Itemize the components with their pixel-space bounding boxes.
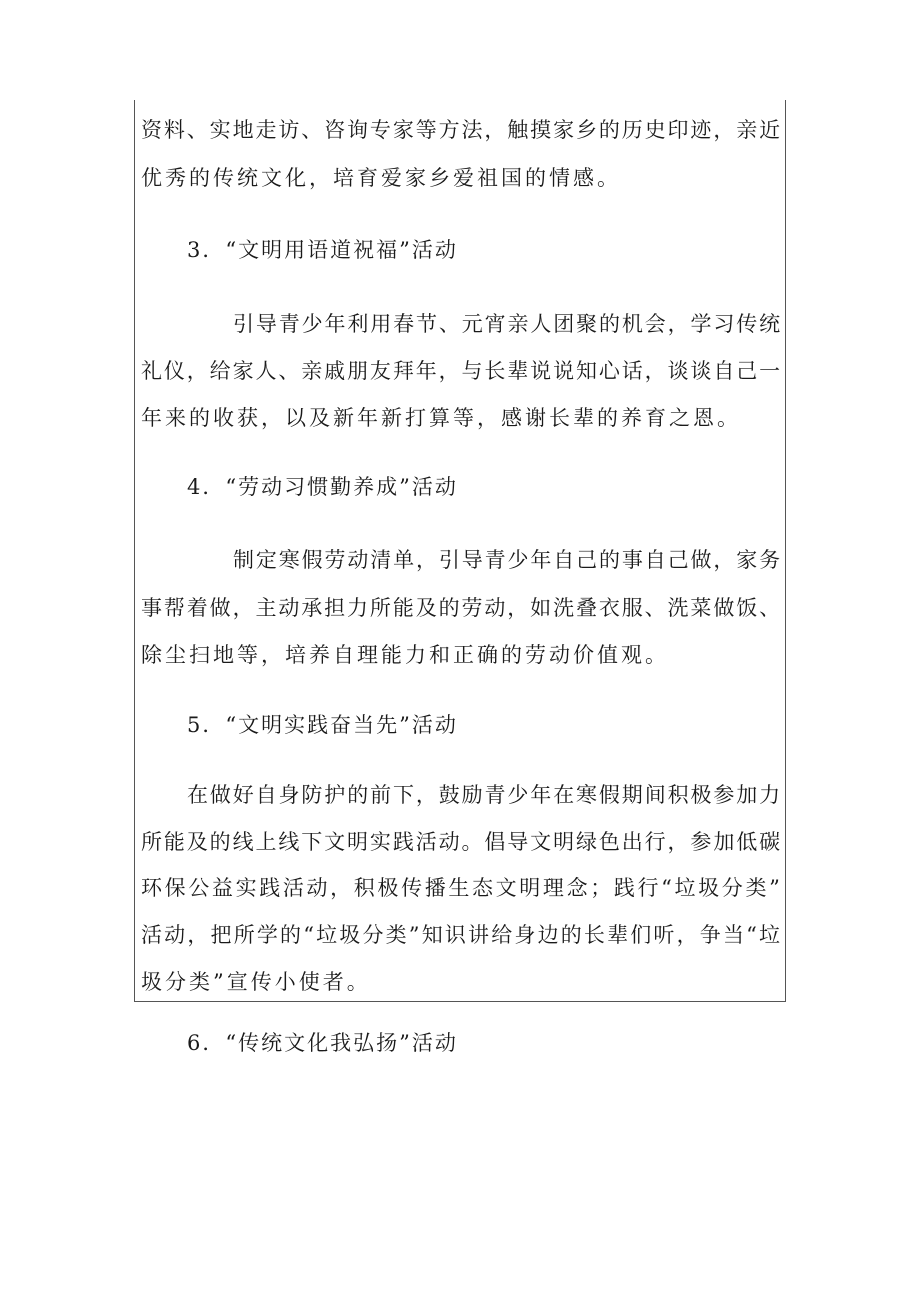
paragraph-line: 优秀的传统文化，培育爱家乡爱祖国的情感。	[141, 166, 621, 190]
paragraph-line: 活动，把所学的“垃圾分类”知识讲给身边的长辈们听，争当“垃	[141, 923, 783, 947]
paragraph-line: 环保公益实践活动，积极传播生态文明理念；践行“垃圾分类”	[141, 876, 783, 900]
section-4-heading: 4．“劳动习惯勤养成”活动	[187, 475, 458, 499]
paragraph-line: 制定寒假劳动清单，引导青少年自己的事自己做，家务	[233, 548, 782, 572]
section-6-heading: 6．“传统文化我弘扬”活动	[187, 1031, 458, 1055]
paragraph-line: 在做好自身防护的前下，鼓励青少年在寒假期间积极参加力	[187, 783, 782, 807]
paragraph-line: 除尘扫地等，培养自理能力和正确的劳动价值观。	[141, 643, 669, 667]
paragraph-line: 圾分类”宣传小使者。	[141, 970, 371, 994]
paragraph-line: 引导青少年利用春节、元宵亲人团聚的机会，学习传统	[233, 312, 782, 336]
paragraph-line: 年来的收获，以及新年新打算等，感谢长辈的养育之恩。	[141, 406, 741, 430]
section-5-heading: 5．“文明实践奋当先”活动	[187, 713, 458, 737]
paragraph-line: 资料、实地走访、咨询专家等方法，触摸家乡的历史印迹，亲近	[141, 118, 782, 142]
paragraph-line: 事帮着做，主动承担力所能及的劳动，如洗叠衣服、洗菜做饭、	[141, 596, 782, 620]
paragraph-line: 礼仪，给家人、亲戚朋友拜年，与长辈说说知心话，谈谈自己一	[141, 359, 782, 383]
section-3-heading: 3．“文明用语道祝福”活动	[187, 238, 458, 262]
paragraph-line: 所能及的线上线下文明实践活动。倡导文明绿色出行，参加低碳	[141, 830, 782, 854]
